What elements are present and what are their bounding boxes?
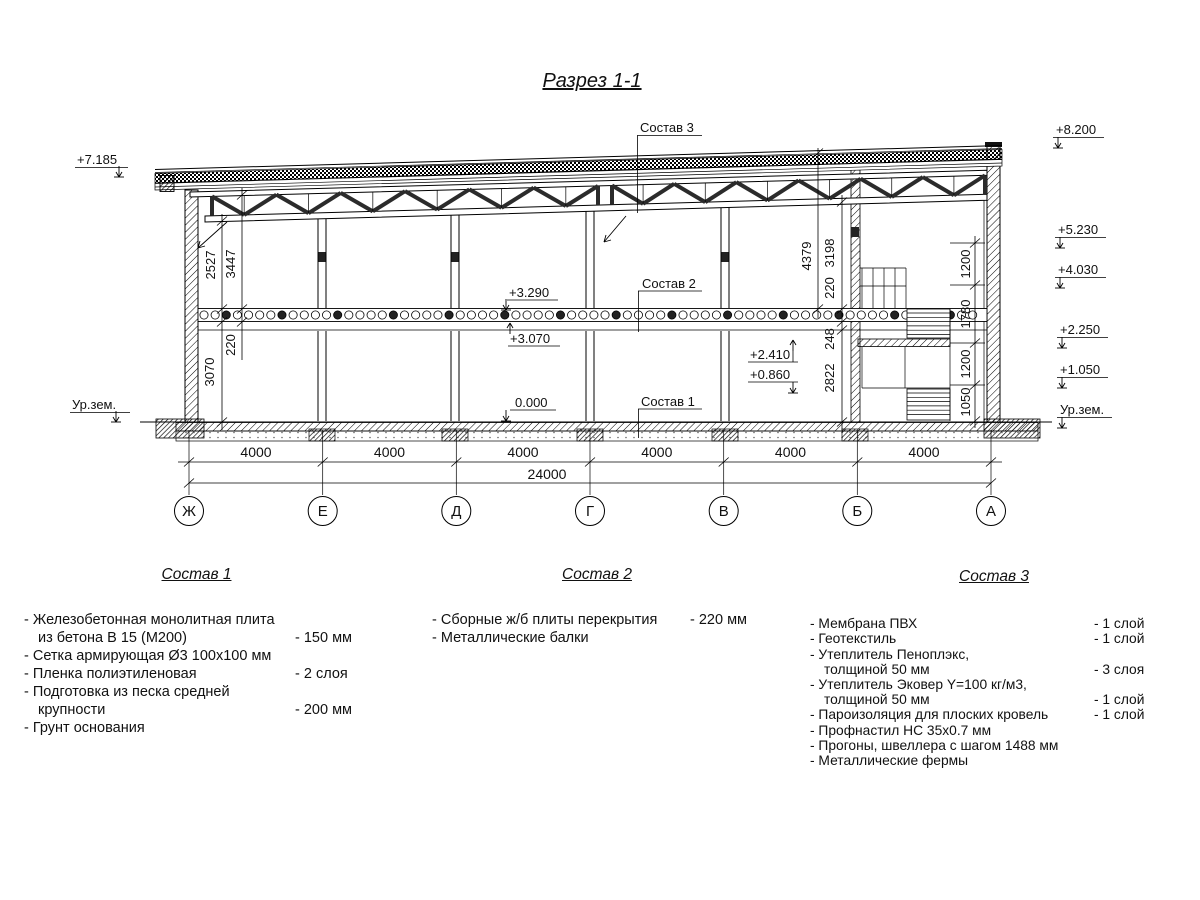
leader-sostav-2: Состав 2 <box>642 276 696 291</box>
legend-item: - Пароизоляция для плоских кровель - 1 слой <box>810 707 1145 723</box>
legend-item: - Утеплитель Пеноплэкс, <box>810 646 970 662</box>
drawing-title: Разрез 1-1 <box>542 70 642 92</box>
dim-stair-1200b: 1200 <box>958 349 973 379</box>
elevation-3070: +3.070 <box>510 331 551 346</box>
dim-bay-2: 4000 <box>373 444 406 460</box>
dim-bay-3: 4000 <box>507 444 539 460</box>
axis-a: А <box>985 503 997 520</box>
legend-3-title: Состав 3 <box>959 568 1029 585</box>
dim-stair-1050: 1050 <box>958 387 973 417</box>
elevation-2250: +2.250 <box>1060 322 1101 337</box>
axis-v: В <box>718 503 729 520</box>
elevation-4030: +4.030 <box>1058 262 1099 277</box>
ground-level-right: Ур.зем. <box>1060 402 1105 417</box>
dim-bay-1: 4000 <box>240 444 272 460</box>
elevation-1050: +1.050 <box>1060 362 1101 377</box>
ground-level-left: Ур.зем. <box>72 397 117 412</box>
legend-item: - Сетка армирующая Ø3 100х100 мм <box>24 648 272 664</box>
legend-item: - Пленка полиэтиленовая - 2 слоя <box>24 666 348 682</box>
legend-sostav-2 <box>432 566 762 647</box>
right-wall <box>987 146 1000 422</box>
leader-sostav-3: Состав 3 <box>640 120 694 135</box>
dim-3198: 3198 <box>822 238 837 268</box>
legend-item: - Утеплитель Эковер Y=100 кг/м3, <box>810 677 1027 693</box>
axis-d: Д <box>451 503 462 520</box>
stair-landing <box>858 339 950 347</box>
stair-wall <box>851 170 860 422</box>
column-plates <box>319 252 729 262</box>
dim-3070: 3070 <box>202 357 217 387</box>
elevation-0860: +0.860 <box>750 367 791 382</box>
support-arrow-mid <box>604 216 626 242</box>
dim-bay-6: 4000 <box>908 444 940 460</box>
elevation-7185: +7.185 <box>77 152 118 167</box>
axis-b: Б <box>852 503 863 520</box>
legend-item: - Мембрана ПВХ - 1 слой <box>810 616 1145 632</box>
dim-total-24000: 24000 <box>527 466 567 482</box>
dim-2527: 2527 <box>203 250 218 280</box>
dim-3447: 3447 <box>223 249 238 279</box>
ground-layer <box>140 419 1052 441</box>
legend-item: - Профнастил НС 35х0.7 мм <box>810 722 992 738</box>
dim-2822: 2822 <box>822 363 837 393</box>
axis-e: Е <box>317 503 328 520</box>
left-wall <box>185 190 198 422</box>
elevation-3290: +3.290 <box>509 285 550 300</box>
dim-stair-1780: 1780 <box>958 299 973 329</box>
dim-220-right: 220 <box>822 277 837 299</box>
elevation-2410: +2.410 <box>750 347 791 362</box>
legend-item: крупности - 200 мм <box>38 702 353 718</box>
support-arrow-left <box>198 222 227 248</box>
roof-edge-gutter <box>160 176 174 192</box>
legend-item: - Грунт основания <box>24 720 145 736</box>
legend-2-title: Состав 2 <box>562 566 632 583</box>
elevation-5230: +5.230 <box>1058 222 1099 237</box>
legend-item: толщиной 50 мм - 3 слоя <box>824 661 1145 677</box>
axis-g: Г <box>585 503 595 520</box>
leader-sostav-1: Состав 1 <box>641 394 695 409</box>
axis-zh: Ж <box>182 503 196 520</box>
dim-stair-1200a: 1200 <box>958 249 973 279</box>
legend-item: - Металлические балки <box>432 630 589 646</box>
elevation-8200: +8.200 <box>1056 122 1097 137</box>
dim-220-left: 220 <box>223 334 238 356</box>
dim-bay-4: 4000 <box>641 444 673 460</box>
legend-item: - Железобетонная монолитная плита <box>24 612 275 628</box>
dim-bay-5: 4000 <box>774 444 807 460</box>
axis-row <box>175 497 1006 526</box>
legend-item: - Сборные ж/б плиты перекрытия - 220 мм <box>432 612 748 628</box>
legend-item: - Подготовка из песка средней <box>24 684 230 700</box>
legend-item: толщиной 50 мм - 1 слой <box>824 692 1145 708</box>
legend-item: из бетона В 15 (М200) - 150 мм <box>38 630 353 646</box>
legend-1-title: Состав 1 <box>161 566 232 583</box>
legend-item: - Геотекстиль - 1 слой <box>810 631 1145 647</box>
staircase <box>858 268 950 421</box>
legend-sostav-3 <box>810 569 1178 768</box>
dim-4379: 4379 <box>799 241 814 271</box>
floor-slab <box>198 309 987 331</box>
legend-sostav-1 <box>24 566 369 737</box>
dim-248: 248 <box>822 328 837 350</box>
legend-item: - Прогоны, швеллера с шагом 1488 мм <box>810 737 1059 753</box>
elevation-0000: 0.000 <box>515 395 548 410</box>
legend-item: - Металлические фермы <box>810 753 969 769</box>
